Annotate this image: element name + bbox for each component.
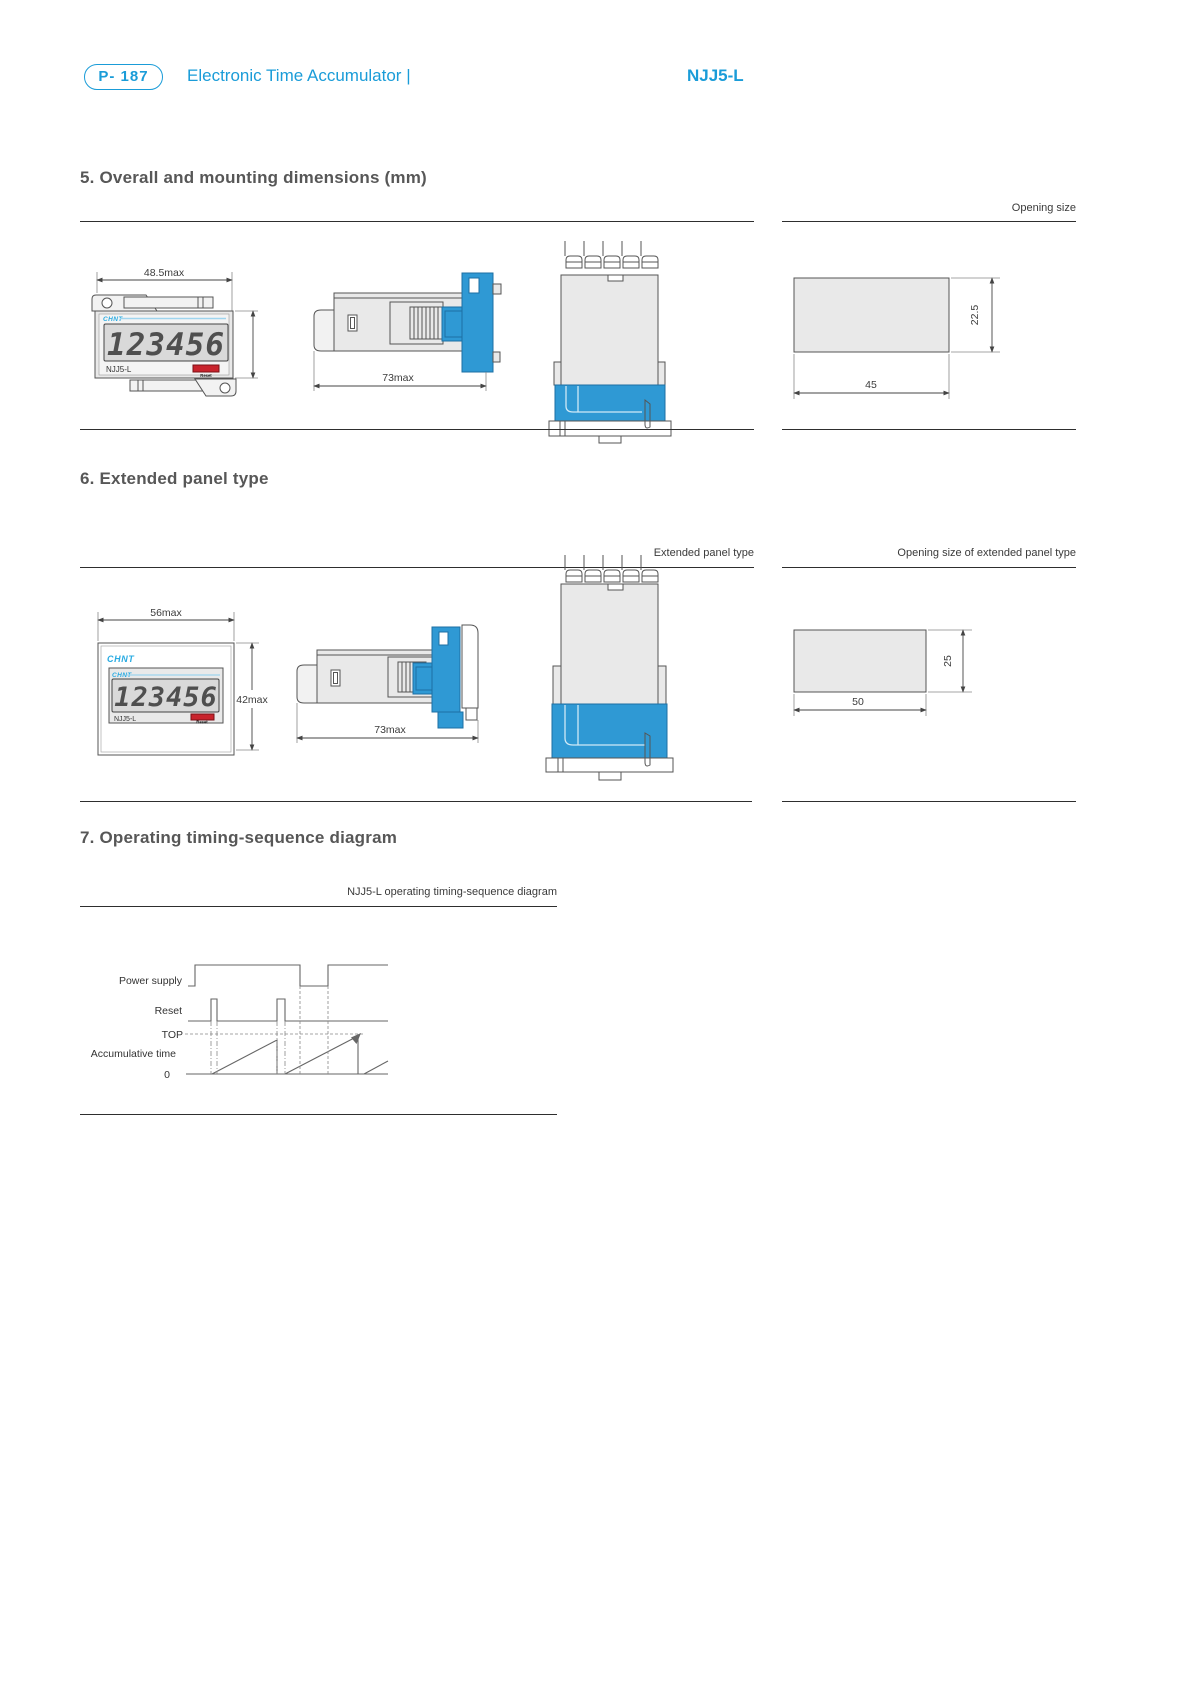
divider: [80, 1114, 557, 1115]
ext-front-width-dim: 56max: [150, 607, 182, 619]
divider: [80, 221, 754, 222]
rear-view-drawing: [549, 241, 671, 443]
ext-front-view-drawing: [98, 607, 269, 755]
opening-height-dim: 22.5: [969, 304, 981, 326]
section6-drawings: [80, 545, 1110, 795]
divider: [80, 801, 752, 802]
opening-size-drawing: [794, 278, 1000, 399]
opening-width-dim: 45: [865, 379, 877, 391]
top-label: TOP: [161, 1029, 183, 1041]
lcd-display: 123456: [107, 327, 225, 363]
ramp-arrowhead: [351, 1033, 361, 1044]
side-length-dim: 73max: [382, 372, 414, 384]
power-supply-label: Power supply: [118, 975, 182, 987]
brand-logo: CHNT: [112, 672, 132, 679]
ext-rear-view-drawing: [546, 555, 673, 780]
divider: [80, 906, 557, 907]
brand-logo: CHNT: [107, 654, 135, 664]
section5-drawings: [80, 228, 1110, 428]
reset-button-label: Reset: [200, 373, 212, 378]
side-view-drawing: [314, 273, 501, 391]
ext-opening-size-drawing: [794, 630, 972, 716]
section7-heading: 7. Operating timing-sequence diagram: [80, 828, 398, 847]
timing-diagram-caption: NJJ5-L operating timing-sequence diagram: [347, 886, 557, 898]
divider: [80, 429, 754, 430]
divider: [782, 221, 1076, 222]
extended-opening-label: Opening size of extended panel type: [897, 547, 1076, 559]
model-label: NJJ5-L: [106, 365, 132, 374]
zero-label: 0: [164, 1069, 170, 1081]
accumulative-time-label: Accumulative time: [90, 1048, 176, 1060]
ext-side-view-drawing: [297, 625, 478, 743]
section5-heading: 5. Overall and mounting dimensions (mm): [80, 168, 427, 187]
ext-opening-height-dim: 25: [942, 655, 954, 667]
page-number-badge: P- 187: [84, 64, 163, 90]
front-width-dim: 48.5max: [143, 267, 185, 279]
divider: [782, 429, 1076, 430]
section6-heading: 6. Extended panel type: [80, 469, 269, 488]
timing-sequence-diagram: [80, 950, 600, 1090]
reset-button-label: Reset: [196, 719, 208, 725]
ext-side-length-dim: 73max: [374, 724, 406, 736]
front-view-drawing: [92, 267, 258, 396]
ext-front-height-dim: 42max: [236, 694, 268, 706]
extended-panel-label: Extended panel type: [653, 547, 754, 559]
ext-opening-width-dim: 50: [852, 696, 864, 708]
opening-size-label: Opening size: [1011, 202, 1076, 214]
lcd-display: 123456: [114, 682, 218, 713]
divider: [782, 801, 1076, 802]
page-title: Electronic Time Accumulator |: [187, 66, 411, 85]
model-label: NJJ5-L: [114, 716, 137, 723]
product-code: NJJ5-L: [687, 66, 744, 85]
brand-logo: CHNT: [103, 316, 123, 323]
reset-label: Reset: [154, 1005, 182, 1017]
